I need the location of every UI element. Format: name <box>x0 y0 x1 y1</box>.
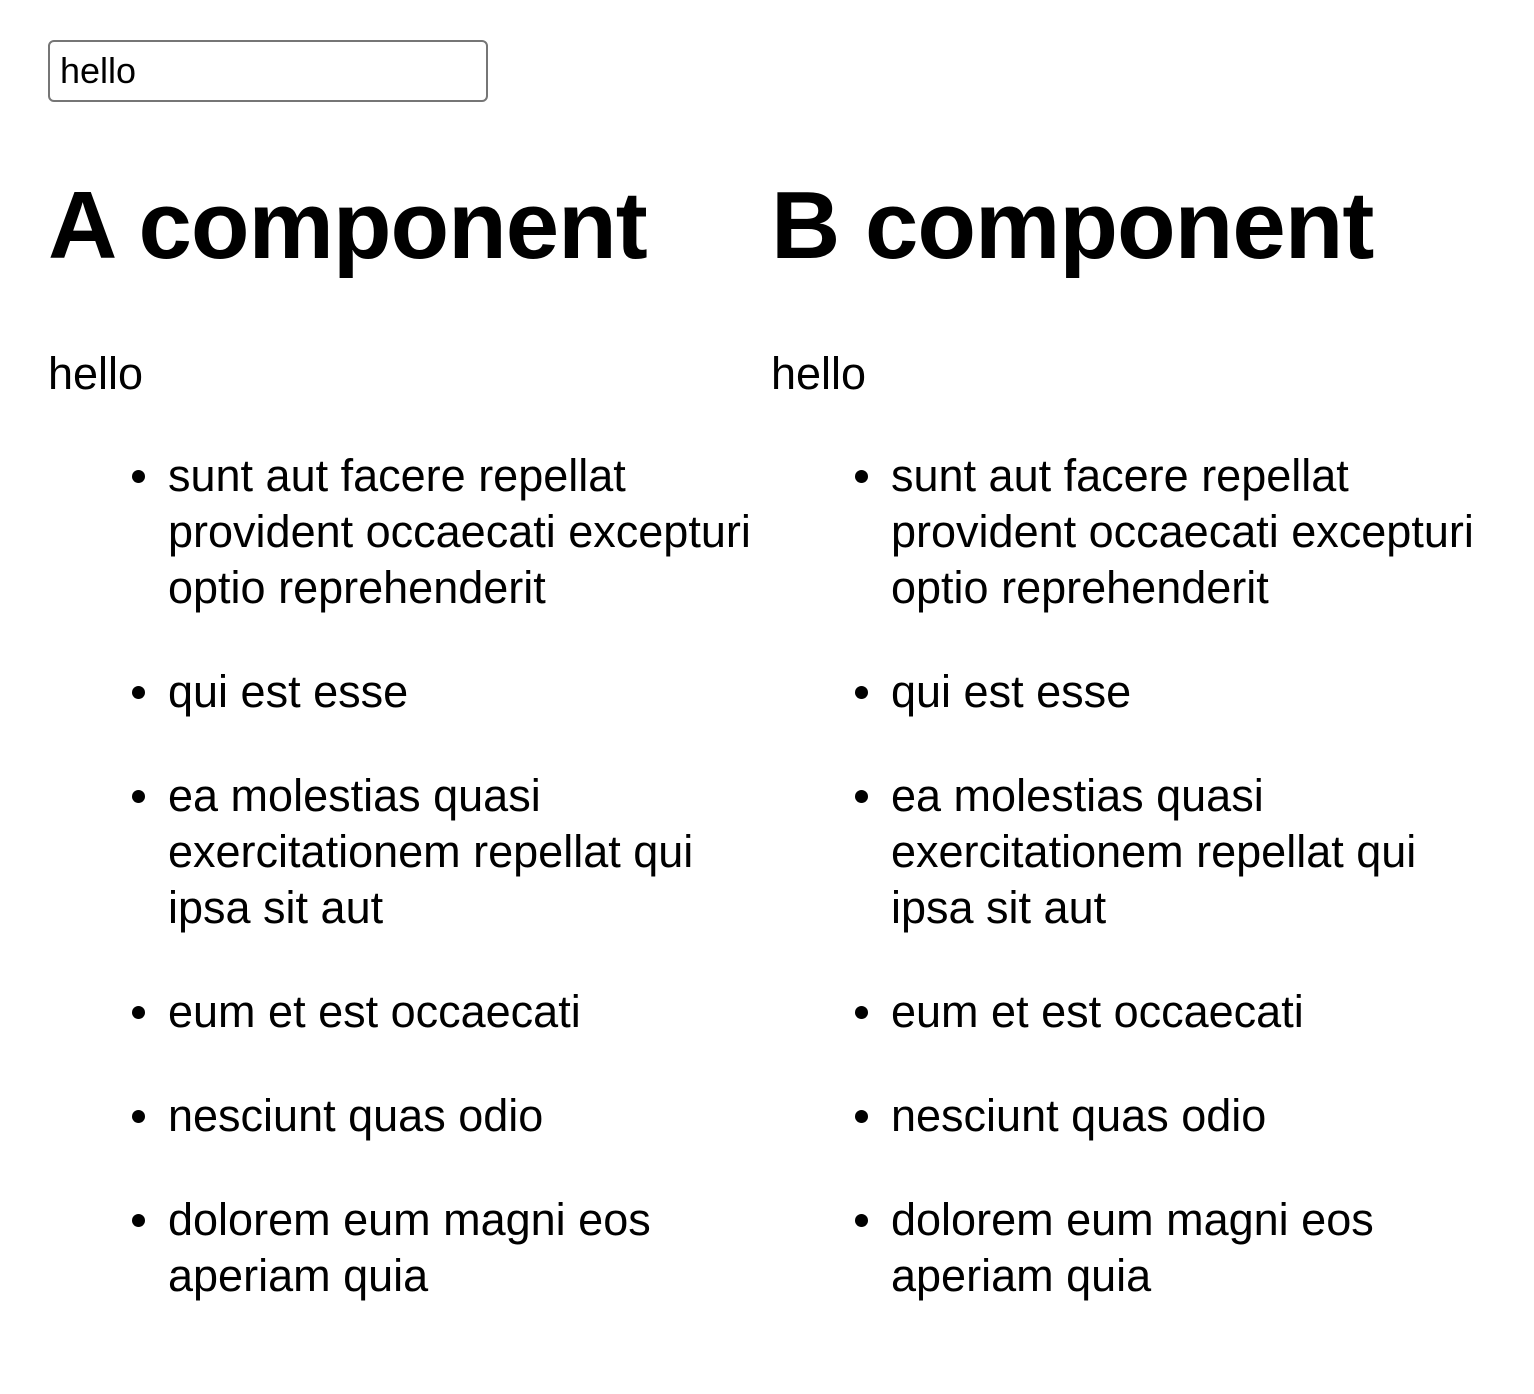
bullet-icon <box>132 686 145 699</box>
list-item-text: qui est esse <box>891 666 1132 717</box>
b-component-value: hello <box>771 348 867 399</box>
bullet-icon <box>855 1110 868 1123</box>
a-component <box>48 170 771 1352</box>
list-item-text: ea molestias quasi exercitationem repellat qui ipsa sit aut <box>168 770 694 933</box>
list-item <box>168 448 771 616</box>
list-item-text: ea molestias quasi exercitationem repellat qui ipsa sit aut <box>891 770 1417 933</box>
list-item-text: dolorem eum magni eos aperiam quia <box>168 1194 651 1301</box>
b-component-title: B component <box>771 172 1374 279</box>
b-component <box>771 170 1494 1352</box>
list-item <box>168 984 771 1040</box>
bullet-icon <box>132 790 145 803</box>
list-item <box>168 664 771 720</box>
bullet-icon <box>132 1214 145 1227</box>
a-component-value: hello <box>48 348 144 399</box>
components-container <box>48 170 1494 1352</box>
list-item <box>891 984 1494 1040</box>
list-item <box>168 1088 771 1144</box>
list-item-text: nesciunt quas odio <box>168 1090 544 1141</box>
a-component-post-list <box>48 448 771 1304</box>
list-item <box>891 1088 1494 1144</box>
list-item-text: eum et est occaecati <box>168 986 581 1037</box>
bullet-icon <box>132 1006 145 1019</box>
list-item <box>168 768 771 936</box>
list-item <box>891 1192 1494 1304</box>
list-item <box>891 768 1494 936</box>
bullet-icon <box>132 1110 145 1123</box>
b-component-post-list <box>771 448 1494 1304</box>
list-item-text: eum et est occaecati <box>891 986 1304 1037</box>
list-item-text: qui est esse <box>168 666 409 717</box>
list-item-text: sunt aut facere repellat provident occaecati excepturi optio reprehenderit <box>168 450 751 613</box>
bullet-icon <box>855 790 868 803</box>
search-input[interactable] <box>48 40 488 102</box>
a-component-title: A component <box>48 172 647 279</box>
list-item <box>891 448 1494 616</box>
bullet-icon <box>855 1006 868 1019</box>
list-item-text: nesciunt quas odio <box>891 1090 1267 1141</box>
list-item <box>168 1192 771 1304</box>
list-item-text: sunt aut facere repellat provident occaecati excepturi optio reprehenderit <box>891 450 1474 613</box>
bullet-icon <box>132 470 145 483</box>
bullet-icon <box>855 686 868 699</box>
bullet-icon <box>855 1214 868 1227</box>
bullet-icon <box>855 470 868 483</box>
list-item-text: dolorem eum magni eos aperiam quia <box>891 1194 1374 1301</box>
list-item <box>891 664 1494 720</box>
